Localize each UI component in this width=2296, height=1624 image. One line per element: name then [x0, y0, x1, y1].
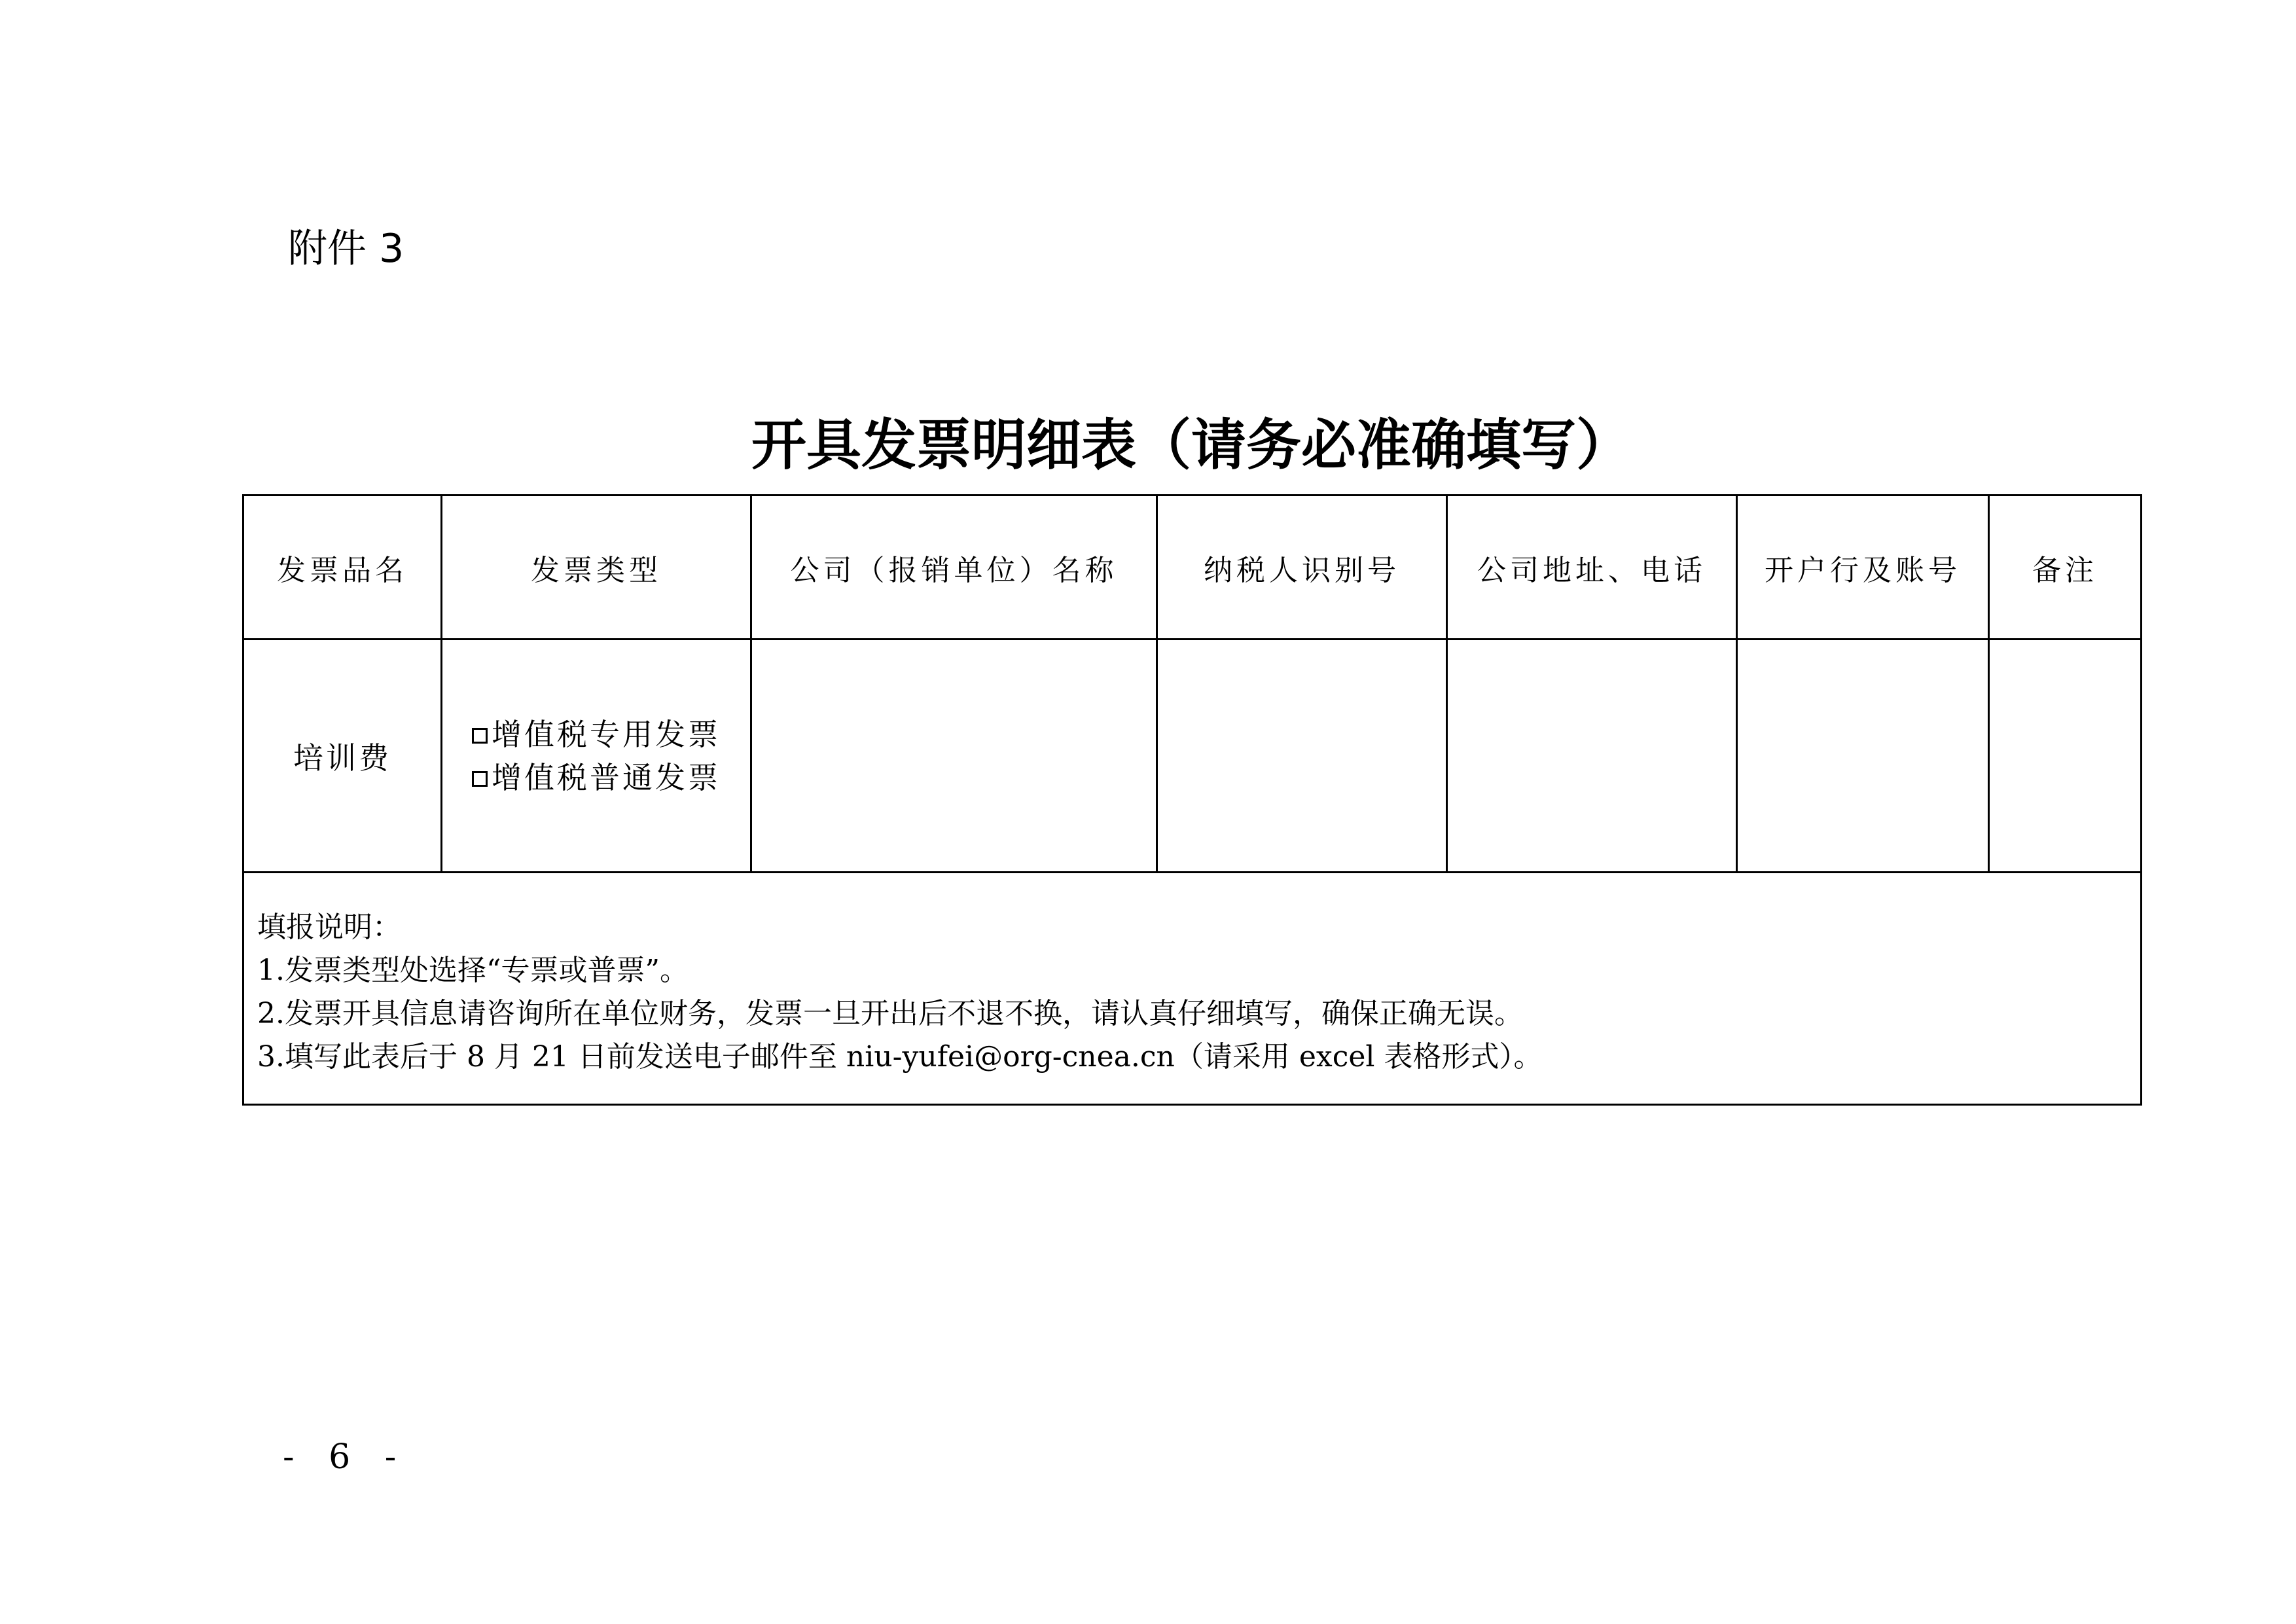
cell-bank-account[interactable] [1737, 640, 1989, 873]
table-row [243, 640, 2142, 873]
cell-company-name[interactable] [751, 640, 1157, 873]
notes-heading: 填报说明： [257, 911, 401, 944]
header-bank-account: 开户行及账号 [1737, 496, 1989, 640]
cell-invoice-type [442, 640, 751, 873]
notes-item: 3.填写此表后于 8 月 21 日前发送电子邮件至 niu-yufei@org-cnea.cn（请采用 excel 表格形式）。 [257, 1040, 1543, 1074]
notes-item: 1.发票类型处选择“专票或普票”。 [257, 954, 689, 987]
document-title: 开具发票明细表（请务必准确填写） [751, 413, 1631, 477]
filling-instructions [257, 873, 2140, 1079]
page-number: - 6 - [283, 1437, 408, 1477]
notes-item: 2.发票开具信息请咨询所在单位财务，发票一旦开出后不退不换，请认真仔细填写，确保正确无误。 [257, 997, 1523, 1030]
header-address-phone: 公司地址、电话 [1447, 496, 1737, 640]
cell-remarks[interactable] [1989, 640, 2142, 873]
option-special-vat-invoice[interactable] [472, 713, 721, 756]
option-label: 增值税专用发票 [492, 716, 721, 752]
invoice-details-table [242, 494, 2142, 1106]
invoice-type-options [472, 713, 721, 799]
header-remarks: 备注 [1989, 496, 2142, 640]
notes-cell [243, 873, 2142, 1105]
cell-address-phone[interactable] [1447, 640, 1737, 873]
header-taxpayer-id: 纳税人识别号 [1157, 496, 1447, 640]
option-general-vat-invoice[interactable] [472, 756, 721, 799]
cell-taxpayer-id[interactable] [1157, 640, 1447, 873]
header-invoice-type: 发票类型 [442, 496, 751, 640]
header-item-name: 发票品名 [243, 496, 442, 640]
option-label: 增值税普通发票 [492, 759, 721, 795]
header-company-name: 公司（报销单位）名称 [751, 496, 1157, 640]
table-header-row [243, 496, 2142, 640]
checkbox-icon[interactable] [472, 728, 488, 744]
attachment-label: 附件 3 [288, 226, 404, 272]
notes-row [243, 873, 2142, 1105]
cell-item-name: 培训费 [243, 640, 442, 873]
checkbox-icon[interactable] [472, 771, 488, 787]
